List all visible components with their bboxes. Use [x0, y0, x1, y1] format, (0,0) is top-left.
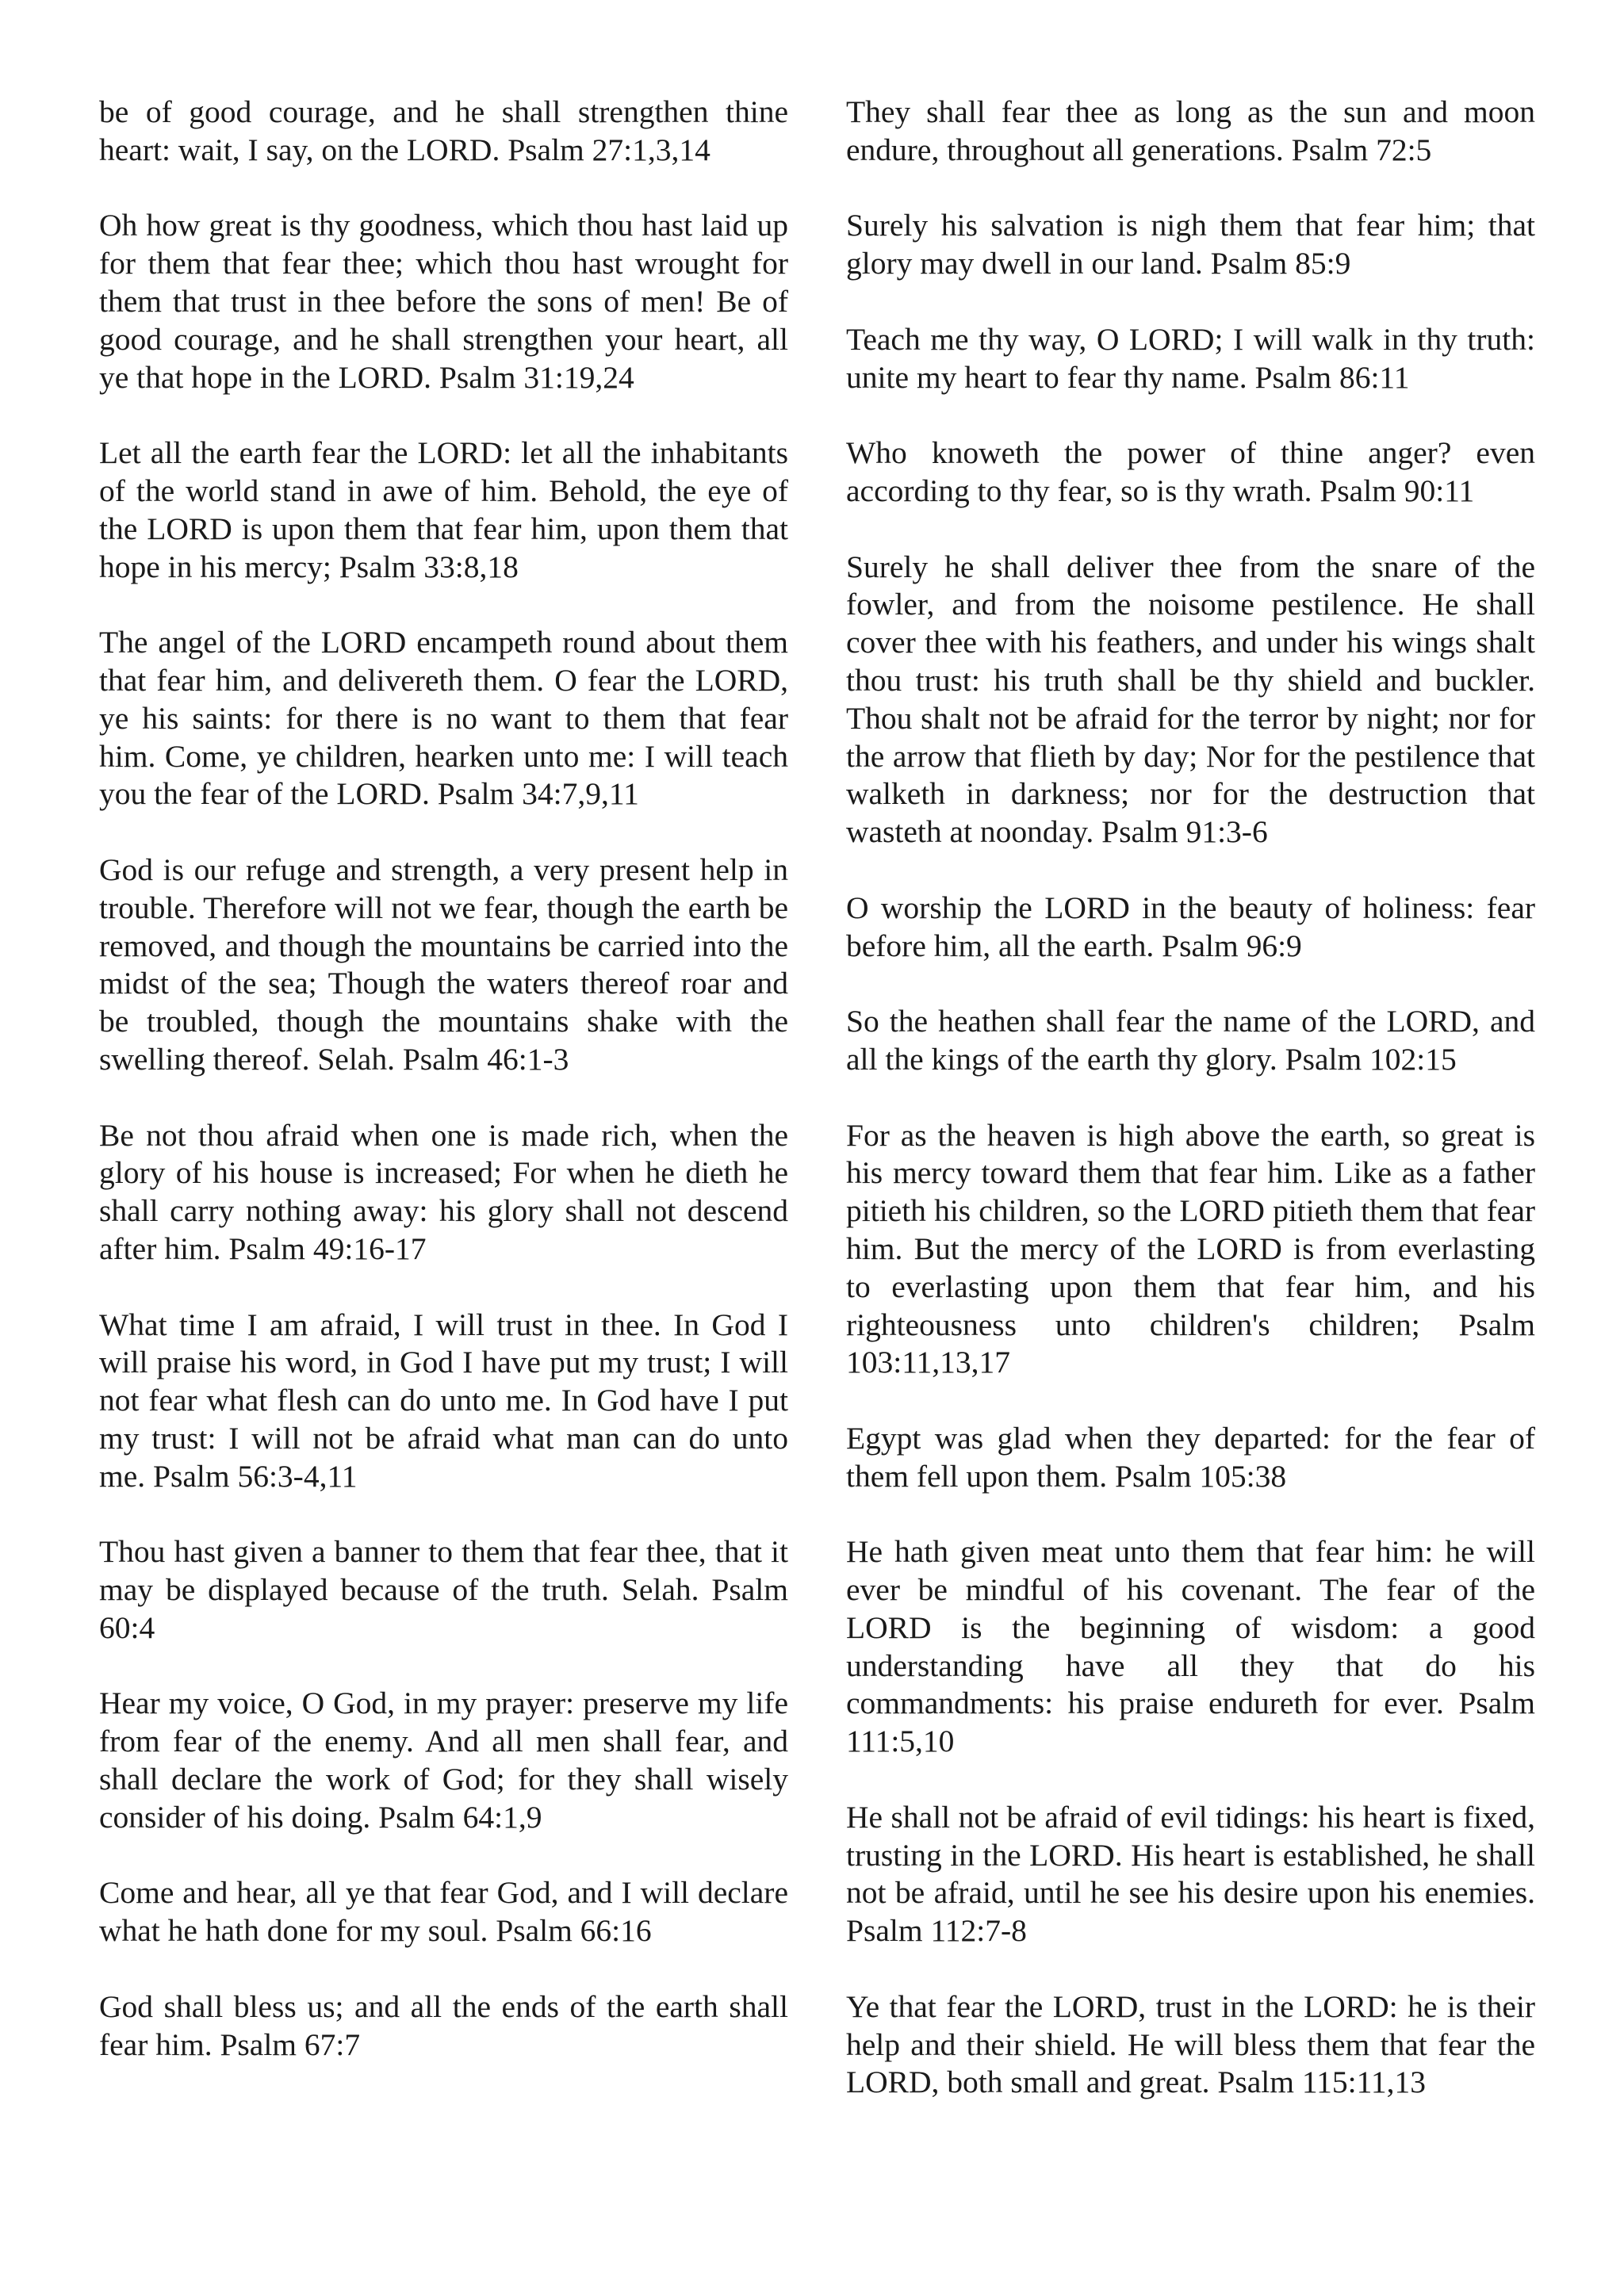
verse-paragraph: What time I am afraid, I will trust in thee. In God I will praise his word, in God I have put my trust; I will not fear what flesh can do unto me. In God have I put my trust: I will not be afraid what man can do unto me. Psalm 56:3-4,11	[99, 1307, 788, 1494]
verse-paragraph: He hath given meat unto them that fear him: he will ever be mindful of his covenant. The fear of the LORD is the beginning of wisdom: a good understanding have all they that do his commandments: his praise endureth for ever. Psalm 111:5,10	[846, 1534, 1535, 1759]
verse-paragraph: be of good courage, and he shall strengthen thine heart: wait, I say, on the LORD. Psalm 27:1,3,14	[99, 94, 788, 167]
verse-paragraph: For as the heaven is high above the earth, so great is his mercy toward them that fear him. Like as a father pitieth his children, so the LORD pitieth them that fear him. But the mercy of the LORD is from everlasting to everlasting upon them that fear him, and his righteousness unto children's children; Psalm 103:11,13,17	[846, 1117, 1535, 1380]
verse-paragraph: Hear my voice, O God, in my prayer: preserve my life from fear of the enemy. And all men shall fear, and shall declare the work of God; for they shall wisely consider of his doing. Psalm 64:1,9	[99, 1686, 788, 1835]
verse-paragraph: God is our refuge and strength, a very present help in trouble. Therefore will not we fear, though the earth be removed, and though the mountains be carried into the midst of the sea; Though the waters thereof roar and be troubled, though the mountains shake with the swelling thereof. Selah. Psalm 46:1-3	[99, 851, 788, 1077]
right-column	[846, 94, 1535, 2140]
verse-paragraph: Be not thou afraid when one is made rich, when the glory of his house is increased; For when he dieth he shall carry nothing away: his glory shall not descend after him. Psalm 49:16-17	[99, 1117, 788, 1266]
verse-paragraph: He shall not be afraid of evil tidings: his heart is fixed, trusting in the LORD. His heart is established, he shall not be afraid, until he see his desire upon his enemies. Psalm 112:7-8	[846, 1799, 1535, 1949]
verse-paragraph: Surely he shall deliver thee from the snare of the fowler, and from the noisome pestilence. He shall cover thee with his feathers, and under his wings shalt thou trust: his truth shall be thy shield and buckler. Thou shalt not be afraid for the terror by night; nor for the arrow that flieth by day; Nor for the pestilence that walketh in darkness; nor for the destruction that wasteth at noonday. Psalm 91:3-6	[846, 549, 1535, 850]
verse-paragraph: Come and hear, all ye that fear God, and I will declare what he hath done for my soul. Psalm 66:16	[99, 1875, 788, 1949]
verse-paragraph: The angel of the LORD encampeth round about them that fear him, and delivereth them. O fear the LORD, ye his saints: for there is no want to them that fear him. Come, ye children, hearken unto me: I will teach you the fear of the LORD. Psalm 34:7,9,11	[99, 625, 788, 812]
verse-paragraph: O worship the LORD in the beauty of holiness: fear before him, all the earth. Psalm 96:9	[846, 890, 1535, 963]
verse-paragraph: Oh how great is thy goodness, which thou hast laid up for them that fear thee; which thou hast wrought for them that trust in thee before the sons of men! Be of good courage, and he shall strengthen your heart, all ye that hope in the LORD. Psalm 31:19,24	[99, 208, 788, 395]
verse-paragraph: Let all the earth fear the LORD: let all the inhabitants of the world stand in awe of him. Behold, the eye of the LORD is upon them that fear him, upon them that hope in his mercy; Psalm 33:8,18	[99, 435, 788, 584]
verse-paragraph: So the heathen shall fear the name of the LORD, and all the kings of the earth thy glory. Psalm 102:15	[846, 1004, 1535, 1077]
verse-paragraph: Thou hast given a banner to them that fear thee, that it may be displayed because of the truth. Selah. Psalm 60:4	[99, 1534, 788, 1645]
verse-paragraph: Who knoweth the power of thine anger? even according to thy fear, so is thy wrath. Psalm 90:11	[846, 435, 1535, 508]
verse-paragraph: Egypt was glad when they departed: for the fear of them fell upon them. Psalm 105:38	[846, 1420, 1535, 1494]
verse-paragraph: God shall bless us; and all the ends of the earth shall fear him. Psalm 67:7	[99, 1988, 788, 2062]
left-column	[99, 94, 788, 2102]
verse-paragraph: Ye that fear the LORD, trust in the LORD: he is their help and their shield. He will bless them that fear the LORD, both small and great. Psalm 115:11,13	[846, 1988, 1535, 2100]
verse-paragraph: They shall fear thee as long as the sun and moon endure, throughout all generations. Psalm 72:5	[846, 94, 1535, 167]
verse-paragraph: Surely his salvation is nigh them that fear him; that glory may dwell in our land. Psalm 85:9	[846, 208, 1535, 281]
verse-paragraph: Teach me thy way, O LORD; I will walk in thy truth: unite my heart to fear thy name. Psalm 86:11	[846, 321, 1535, 395]
